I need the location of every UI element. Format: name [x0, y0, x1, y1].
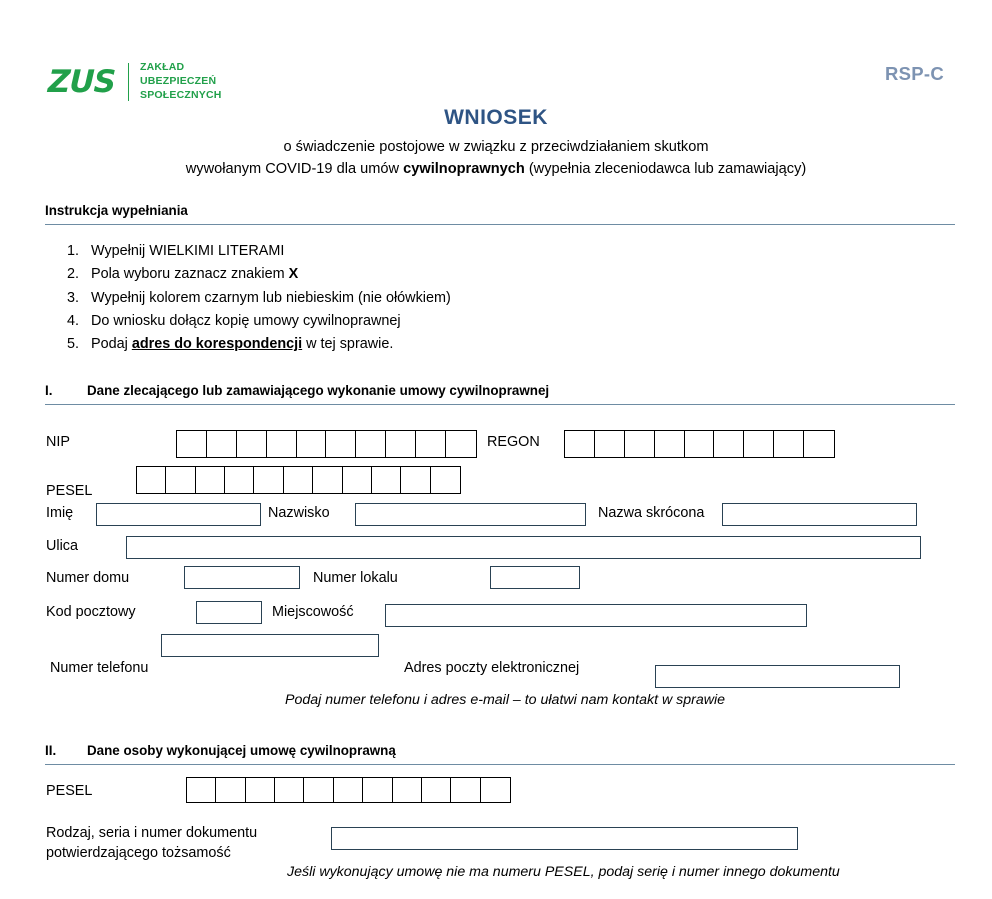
instruction-item-5: 5. Podaj adres do korespondencji w tej sprawie. [83, 333, 451, 356]
nazwa-skrocona-input[interactable] [722, 503, 917, 526]
document-note: Jeśli wykonujący umowę nie ma numeru PESEL, podaj serię i numer innego dokumentu [287, 864, 840, 880]
instruction-item-2: 2. Pola wyboru zaznacz znakiem X [83, 263, 451, 286]
char-cell[interactable] [655, 431, 685, 457]
char-cell[interactable] [254, 467, 283, 493]
char-cell[interactable] [386, 431, 416, 457]
label-miejscowosc: Miejscowość [272, 604, 354, 620]
instruction-item-1: 1. Wypełnij WIELKIMI LITERAMI [83, 240, 451, 263]
char-cell[interactable] [284, 467, 313, 493]
char-cell[interactable] [343, 467, 372, 493]
char-cell[interactable] [246, 778, 275, 802]
label-nip: NIP [46, 434, 70, 450]
label-pesel-payer: PESEL [46, 483, 93, 499]
logo-line-3: SPOŁECZNYCH [139, 88, 222, 101]
char-cell[interactable] [304, 778, 333, 802]
char-cell[interactable] [137, 467, 166, 493]
nip-input[interactable] [176, 430, 477, 458]
label-numer-lokalu: Numer lokalu [313, 570, 398, 586]
instructions-heading-label: Instrukcja wypełniania [45, 203, 188, 218]
char-cell[interactable] [196, 467, 225, 493]
label-ulica: Ulica [46, 538, 78, 554]
char-cell[interactable] [207, 431, 237, 457]
logo-line-2: UBEZPIECZEŃ [139, 75, 217, 88]
kod-pocztowy-input[interactable] [196, 601, 262, 624]
instructions-rule [45, 224, 955, 225]
regon-input[interactable] [564, 430, 835, 458]
zus-logo-mark: ZUS [47, 63, 116, 100]
logo-line-1: ZAKŁAD [139, 61, 185, 74]
contact-note: Podaj numer telefonu i adres e-mail – to ułatwi nam kontakt w sprawie [285, 692, 726, 708]
label-numer-telefonu: Numer telefonu [50, 660, 149, 676]
dokument-input[interactable] [331, 827, 798, 850]
char-cell[interactable] [446, 431, 476, 457]
instructions-heading [45, 203, 955, 225]
char-cell[interactable] [685, 431, 715, 457]
numer-domu-input[interactable] [184, 566, 300, 589]
label-nazwisko: Nazwisko [268, 505, 330, 521]
section-two-title: Dane osoby wykonującej umowę cywilnoprawną [87, 743, 396, 758]
char-cell[interactable] [275, 778, 304, 802]
form-code: RSP-C [884, 63, 944, 84]
title-block [0, 106, 992, 180]
char-cell[interactable] [431, 467, 460, 493]
char-cell[interactable] [422, 778, 451, 802]
subtitle-line-2: wywołanym COVID-19 dla umów cywilnoprawnych (wypełnia zleceniodawca lub zamawiający) [185, 160, 807, 177]
char-cell[interactable] [225, 467, 254, 493]
zus-logo [48, 60, 222, 104]
char-cell[interactable] [237, 431, 267, 457]
label-nazwa-skrocona: Nazwa skrócona [598, 505, 705, 521]
char-cell[interactable] [372, 467, 401, 493]
pesel-payer-input[interactable] [136, 466, 461, 494]
zus-logo-text [140, 61, 222, 103]
char-cell[interactable] [595, 431, 625, 457]
char-cell[interactable] [187, 778, 216, 802]
char-cell[interactable] [177, 431, 207, 457]
numer-telefonu-input[interactable] [161, 634, 379, 657]
instruction-item-4: 4. Do wniosku dołącz kopię umowy cywilnoprawnej [83, 310, 451, 333]
page-title: WNIOSEK [444, 106, 548, 129]
page-header [0, 52, 992, 108]
char-cell[interactable] [481, 778, 510, 802]
label-dokument-line-2: potwierdzającego tożsamość [46, 844, 231, 861]
section-one-title: Dane zlecającego lub zamawiającego wykonanie umowy cywilnoprawnej [87, 383, 550, 398]
logo-divider [128, 63, 129, 101]
char-cell[interactable] [451, 778, 480, 802]
section-one-heading [45, 383, 955, 405]
label-numer-domu: Numer domu [46, 570, 130, 586]
label-kod-pocztowy: Kod pocztowy [46, 604, 136, 620]
char-cell[interactable] [774, 431, 804, 457]
char-cell[interactable] [216, 778, 245, 802]
section-two-heading [45, 743, 955, 765]
numer-lokalu-input[interactable] [490, 566, 580, 589]
char-cell[interactable] [166, 467, 195, 493]
imie-input[interactable] [96, 503, 261, 526]
char-cell[interactable] [313, 467, 342, 493]
char-cell[interactable] [393, 778, 422, 802]
char-cell[interactable] [326, 431, 356, 457]
char-cell[interactable] [714, 431, 744, 457]
miejscowosc-input[interactable] [385, 604, 807, 627]
pesel-contractor-input[interactable] [186, 777, 511, 803]
instruction-item-3: 3. Wypełnij kolorem czarnym lub niebieskim (nie ołówkiem) [83, 287, 451, 310]
char-cell[interactable] [625, 431, 655, 457]
char-cell[interactable] [334, 778, 363, 802]
label-dokument [46, 824, 257, 863]
label-dokument-line-1: Rodzaj, seria i numer dokumentu [46, 825, 258, 841]
char-cell[interactable] [363, 778, 392, 802]
char-cell[interactable] [804, 431, 834, 457]
char-cell[interactable] [401, 467, 430, 493]
label-adres-email: Adres poczty elektronicznej [404, 660, 580, 676]
title-subtitle [0, 136, 992, 180]
char-cell[interactable] [416, 431, 446, 457]
label-regon: REGON [487, 434, 540, 450]
section-two-number: II. [45, 743, 57, 758]
section-one-number: I. [45, 383, 53, 398]
nazwisko-input[interactable] [355, 503, 586, 526]
subtitle-line-1: o świadczenie postojowe w związku z przeciwdziałaniem skutkom [283, 138, 709, 155]
char-cell[interactable] [356, 431, 386, 457]
char-cell[interactable] [297, 431, 327, 457]
instructions-list [55, 240, 451, 356]
ulica-input[interactable] [126, 536, 921, 559]
section-one-rule [45, 404, 955, 405]
label-imie: Imię [46, 505, 74, 521]
label-pesel-contractor: PESEL [46, 783, 93, 799]
adres-email-input[interactable] [655, 665, 900, 688]
char-cell[interactable] [744, 431, 774, 457]
char-cell[interactable] [565, 431, 595, 457]
section-two-rule [45, 764, 955, 765]
char-cell[interactable] [267, 431, 297, 457]
